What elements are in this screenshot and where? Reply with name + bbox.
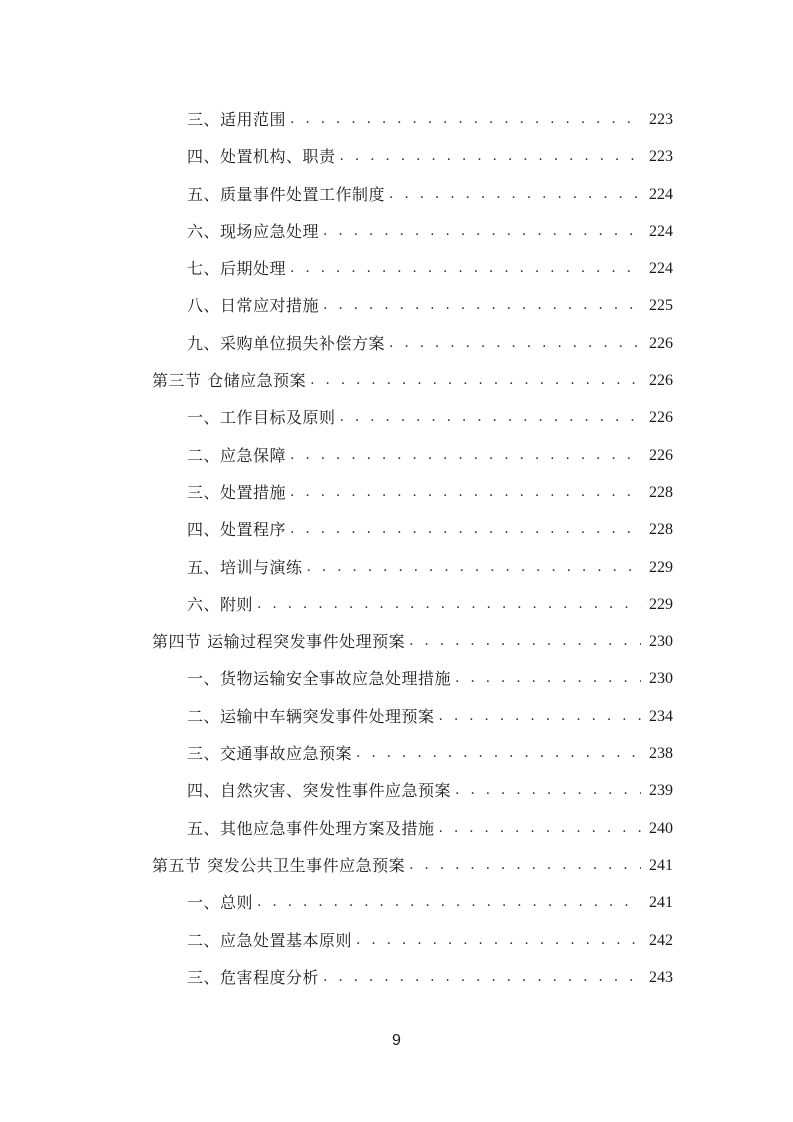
toc-entry-title: 三、适用范围 xyxy=(187,110,287,129)
page-number: 9 xyxy=(392,1032,401,1049)
toc-dot-leader xyxy=(323,959,641,996)
toc-entry-page-number: 226 xyxy=(649,372,673,390)
toc-entry-title: 五、质量事件处置工作制度 xyxy=(187,184,386,204)
toc-section-entry[interactable] xyxy=(152,623,673,660)
toc-dot-leader xyxy=(455,660,641,697)
toc-entry-title: 四、处置程序 xyxy=(187,520,287,540)
toc-dot-leader xyxy=(389,176,641,213)
toc-dot-leader xyxy=(439,698,641,735)
toc-dot-leader xyxy=(307,549,641,586)
toc-entry[interactable] xyxy=(152,698,673,735)
toc-entry-title: 三、交通事故应急预案 xyxy=(187,744,353,764)
toc-entry[interactable] xyxy=(152,474,673,511)
toc-entry-page-number: 241 xyxy=(649,856,673,874)
toc-dot-leader xyxy=(439,810,641,847)
toc-entry[interactable] xyxy=(152,176,673,213)
toc-entry[interactable] xyxy=(152,138,673,175)
toc-entry-page-number: 224 xyxy=(649,185,673,203)
toc-entry[interactable] xyxy=(152,287,673,324)
toc-entry[interactable] xyxy=(152,735,673,772)
toc-dot-leader xyxy=(455,772,641,809)
table-of-contents xyxy=(152,101,673,996)
toc-entry-page-number: 224 xyxy=(649,260,673,278)
toc-entry-title: 三、危害程度分析 xyxy=(187,967,320,987)
toc-dot-leader xyxy=(323,213,641,250)
toc-dot-leader xyxy=(257,586,641,623)
toc-dot-leader xyxy=(340,399,641,436)
toc-entry-page-number: 225 xyxy=(649,297,673,315)
toc-entry[interactable] xyxy=(152,772,673,809)
toc-dot-leader xyxy=(290,250,641,287)
toc-entry-title: 第五节 突发公共卫生事件应急预案 xyxy=(152,855,406,875)
toc-entry[interactable] xyxy=(152,325,673,362)
toc-entry-page-number: 239 xyxy=(649,782,673,800)
toc-dot-leader xyxy=(356,735,641,772)
toc-entry-page-number: 228 xyxy=(649,521,673,539)
toc-dot-leader xyxy=(290,437,641,474)
toc-entry-page-number: 240 xyxy=(649,819,673,837)
toc-entry-page-number: 230 xyxy=(649,633,673,651)
toc-entry[interactable] xyxy=(152,660,673,697)
toc-entry-title: 第四节 运输过程突发事件处理预案 xyxy=(152,632,406,652)
toc-entry[interactable] xyxy=(152,922,673,959)
toc-entry-page-number: 226 xyxy=(649,334,673,352)
toc-entry-title: 八、日常应对措施 xyxy=(187,296,320,316)
toc-dot-leader xyxy=(323,287,641,324)
toc-dot-leader xyxy=(290,511,641,548)
toc-entry[interactable] xyxy=(152,884,673,921)
toc-dot-leader xyxy=(257,884,641,921)
toc-entry-page-number: 230 xyxy=(649,670,673,688)
toc-entry-page-number: 224 xyxy=(649,222,673,240)
toc-entry-title: 一、货物运输安全事故应急处理措施 xyxy=(187,669,452,689)
toc-entry-title: 五、其他应急事件处理方案及措施 xyxy=(187,818,435,838)
toc-entry-title: 第三节 仓储应急预案 xyxy=(152,371,307,391)
toc-entry[interactable] xyxy=(152,810,673,847)
toc-entry-page-number: 226 xyxy=(649,409,673,427)
toc-entry-title: 五、培训与演练 xyxy=(187,557,303,577)
toc-entry-title: 四、处置机构、职责 xyxy=(187,147,336,167)
toc-entry[interactable] xyxy=(152,437,673,474)
toc-entry-page-number: 241 xyxy=(649,894,673,912)
toc-entry-page-number: 223 xyxy=(649,111,673,128)
toc-entry[interactable] xyxy=(152,101,673,138)
toc-dot-leader xyxy=(389,325,641,362)
toc-dot-leader xyxy=(409,847,641,884)
toc-dot-leader xyxy=(290,474,641,511)
toc-entry[interactable] xyxy=(152,586,673,623)
toc-entry-page-number: 228 xyxy=(649,483,673,501)
toc-entry[interactable] xyxy=(152,399,673,436)
toc-dot-leader xyxy=(290,101,641,138)
toc-dot-leader xyxy=(356,922,641,959)
toc-entry-page-number: 243 xyxy=(649,968,673,986)
toc-entry-title: 四、自然灾害、突发性事件应急预案 xyxy=(187,781,452,801)
toc-entry-title: 六、附则 xyxy=(187,594,254,614)
toc-entry-title: 二、应急保障 xyxy=(187,445,287,465)
toc-entry-page-number: 242 xyxy=(649,931,673,949)
toc-entry-page-number: 226 xyxy=(649,446,673,464)
toc-entry-title: 二、运输中车辆突发事件处理预案 xyxy=(187,706,435,726)
toc-dot-leader xyxy=(340,138,641,175)
toc-entry[interactable] xyxy=(152,959,673,996)
toc-dot-leader xyxy=(310,362,641,399)
toc-entry-page-number: 234 xyxy=(649,707,673,725)
toc-entry-title: 九、采购单位损失补偿方案 xyxy=(187,333,386,353)
toc-entry-page-number: 229 xyxy=(649,595,673,613)
toc-entry-title: 二、应急处置基本原则 xyxy=(187,930,353,950)
toc-entry-title: 七、后期处理 xyxy=(187,259,287,279)
toc-entry[interactable] xyxy=(152,250,673,287)
toc-dot-leader xyxy=(409,623,641,660)
toc-entry-page-number: 238 xyxy=(649,745,673,763)
toc-entry-title: 一、工作目标及原则 xyxy=(187,408,336,428)
toc-entry[interactable] xyxy=(152,511,673,548)
toc-entry[interactable] xyxy=(152,549,673,586)
toc-entry-title: 六、现场应急处理 xyxy=(187,221,320,241)
toc-entry-page-number: 229 xyxy=(649,558,673,576)
toc-entry[interactable] xyxy=(152,213,673,250)
toc-entry-title: 一、总则 xyxy=(187,893,254,913)
toc-section-entry[interactable] xyxy=(152,847,673,884)
toc-section-entry[interactable] xyxy=(152,362,673,399)
toc-entry-page-number: 223 xyxy=(649,148,673,166)
toc-entry-title: 三、处置措施 xyxy=(187,482,287,502)
